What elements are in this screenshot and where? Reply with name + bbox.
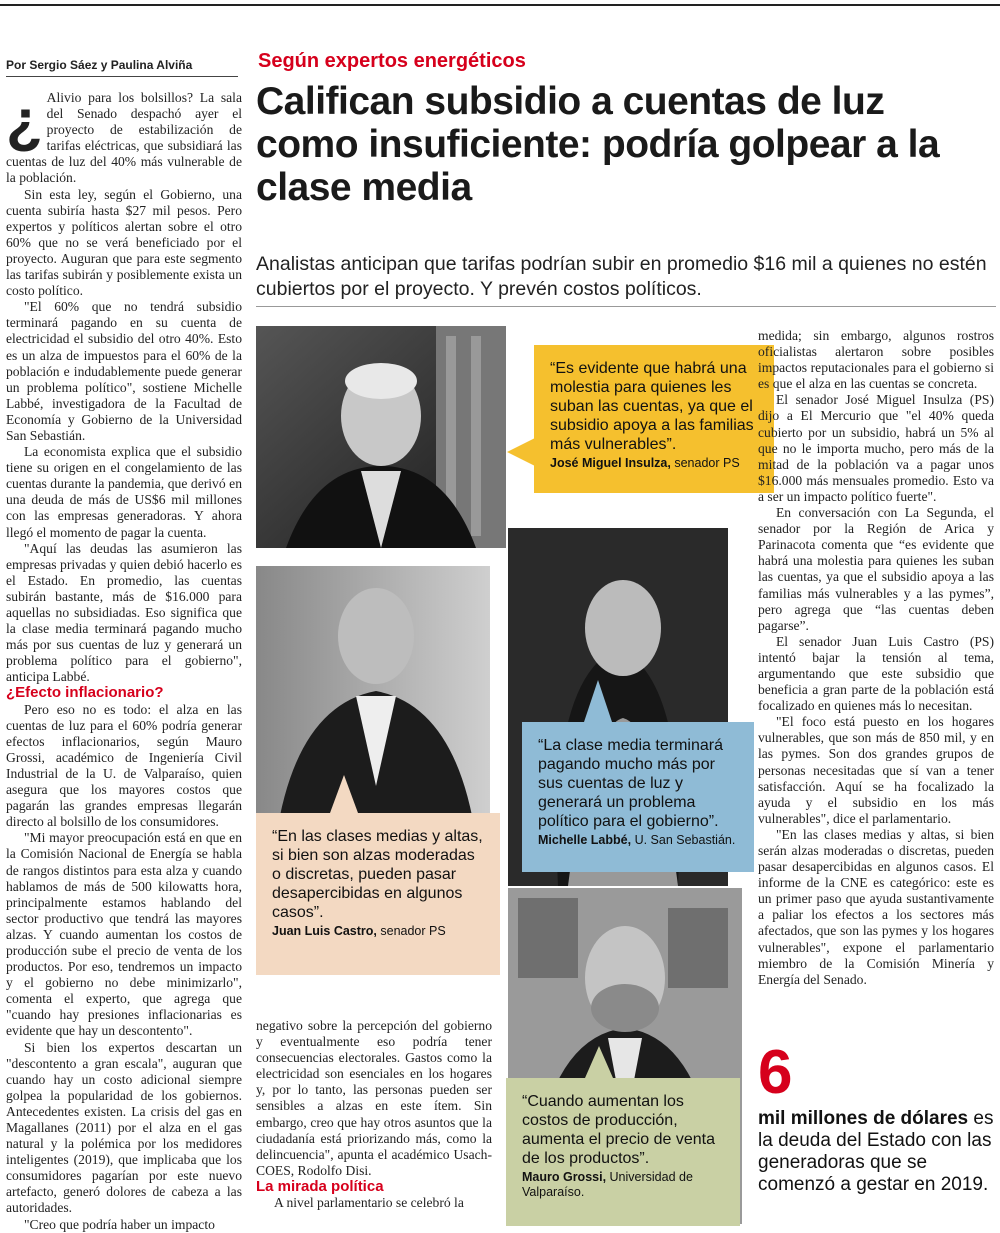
paragraph: negativo sobre la percepción del gobierno y eventualmente eso podría tener consecuencias electorales. Gastos como la electricidad son esenciales en los hogares y, por lo tanto, las personas pueden ser sensibles a alzas en este ítem. Sin embargo, creo que hay otros asuntos que la ciudadanía está priorizando más, como la delincuencia", apunta el académico Usach-COES, Rodolfo Disi. [256, 1018, 492, 1178]
quote-text: “Cuando aumentan los costos de producción, aumenta el precio de venta de los productos”. [522, 1093, 716, 1167]
deck: Analistas anticipan que tarifas podrían subir en promedio $16 mil a quienes no estén cubiertos por el proyecto. Y prevén costos políticos. [256, 253, 987, 300]
lead-paragraph: ¿ Alivio para los bolsillos? La sala del Senado despachó ayer el proyecto de estabilización de tarifas eléctricas, que subsidiará las cuentas de luz del 40% más vulnerable de la población. [6, 87, 242, 186]
quote-text: “En las clases medias y altas, si bien son alzas moderadas o discretas, pueden pasar desapercibidas en algunos casos”. [272, 828, 483, 921]
byline: Por Sergio Sáez y Paulina Alviña [6, 58, 238, 77]
kicker: Según expertos energéticos [258, 50, 526, 72]
paragraph: El senador José Miguel Insulza (PS) dijo a El Mercurio que "el 40% queda cubierto por un subsidio, habrá un 5% al que no le importa mucho, pero más de la mitad de la población va a pagar unos $16.000 más mensuales promedio. Esto va a ser un impacto político fuerte". [758, 392, 994, 504]
paragraph: medida; sin embargo, algunos rostros oficialistas alertaron sobre posibles impactos reputacionales para el gobierno si es que el alza en las cuentas se concreta. [758, 328, 994, 392]
paragraph: La economista explica que el subsidio tiene su origen en el congelamiento de las cuentas durante la pandemia, que derivó en una deuda de más de US$6 mil millones con las empresas generadoras. Y ahora llegó el momento de pagar la cuenta. [6, 444, 242, 540]
quote-labbe [522, 722, 754, 872]
quote-text: “Es evidente que habrá una molestia para quienes les suban las cuentas, ya que el subsidio apoya a las familias más vulnerables”. [550, 360, 754, 453]
paragraph: "En las clases medias y altas, si bien serán alzas moderadas o discretas, pueden pasar desapercibidas en algunos casos. El informe de la CNE es categórico: este es un primer paso que ayuda sustantivamente a paliar los efectos a los sectores más afectados, que son las pymes y los hogares vulnerables", expone el parlamentario miembro de la Comisión Minería y Energía del Senado. [758, 826, 994, 987]
portrait-image [256, 566, 490, 838]
article-column-2 [256, 1018, 492, 1211]
quote-attribution: José Miguel Insulza, senador PS [550, 456, 740, 470]
quote-pointer-insulza [507, 438, 535, 466]
fact-text: mil millones de dólares es la deuda del Estado con las generadoras que se comenzó a gestar en 2019. [758, 1108, 994, 1195]
paragraph: Pero eso no es todo: el alza en las cuentas de luz para el 60% podría generar efectos inflacionarios, según Mauro Grossi, académico de Ingeniería Civil Industrial de la U. de Valparaíso, quien asegura que los mayores costos que pagarán las grandes empresas llegarán directo al bolsillo de los consumidores. [6, 701, 242, 830]
subheading-inflation: ¿Efecto inflacionario? [6, 684, 164, 702]
quote-castro [256, 813, 500, 975]
deck-rule [256, 306, 996, 307]
quote-attribution: Michelle Labbé, U. San Sebastián. [538, 833, 736, 847]
paragraph: "El 60% que no tendrá subsidio terminará pagando en su cuenta de electricidad el subsidio del otro 40%. Esto es un alza de impuestos para el 60% de la población e indudablemente puede generar un problema político", sostiene Michelle Labbé, investigadora de la Facultad de Economía y Gobierno de la Universidad San Sebastián. [6, 299, 242, 443]
paragraph: Sin esta ley, según el Gobierno, una cuenta subiría hasta $27 mil pesos. Pero expertos y políticos alertan sobre el otro 60% que no se verá beneficiado por el proyecto. Auguran que para este segmento las tarifas subirán y posiblemente exista un costo político. [6, 186, 242, 299]
paragraph: "Aquí las deudas las asumieron las empresas privadas y quien debió hacerlo es el Estado. En promedio, las cuentas subirán bastante, más de $16.000 para aquellas no subsidiadas. Eso significa que la clase media terminará pagando mucho más por sus cuentas de luz y generará un problema político para el gobierno", anticipa Labbé. [6, 540, 242, 685]
paragraph: "El foco está puesto en los hogares vulnerables, que son más de 850 mil, y en las pymes. Son dos grandes grupos de personas necesitadas que sí van a tener satisfacción. Aquí se ha focalizado la ayuda y el subsidio en los más vulnerables", dice el parlamentario. [758, 714, 994, 826]
quote-pointer-castro [330, 775, 358, 813]
article-column-1 [6, 87, 242, 1233]
paragraph: "Mi mayor preocupación está en que en la Comisión Nacional de Energía se habla de rangos distintos para esta alza y cuando hablamos de más de 500 kilowatts hora, principalmente estamos hablando del sector productivo que tendrá las mayores alzas. Y cuando aumentan los costos de producción sube el precio de venta de los productos. Por eso, tendremos un impacto y el gobierno no debe minimizarlo", comenta el experto, que agrega que "cuando hay presiones inflacionarias es evidente que hay un descontento". [6, 830, 242, 1039]
photo-castro [256, 566, 490, 838]
fact-number: 6 [758, 1038, 793, 1107]
paragraph: "Creo que podría haber un impacto [24, 1216, 215, 1232]
photo-insulza [256, 326, 506, 548]
quote-pointer-labbe [584, 680, 612, 722]
subheading-political: La mirada política [256, 1177, 384, 1195]
article-column-3 [758, 328, 994, 988]
quote-attribution: Mauro Grossi, Universidad de Valparaíso. [522, 1170, 693, 1199]
paragraph: En conversación con La Segunda, el senador por la Región de Arica y Parinacota comenta que “es evidente que habrá una molestia para quienes les suban las cuentas, ya que el subsidio apoya a las familias más vulnerables y a las pymes”, pero agrega que “las cuentas deben pagarse”. [758, 505, 994, 633]
drop-cap: ¿ [6, 87, 43, 154]
quote-insulza [534, 345, 774, 493]
quote-grossi [506, 1078, 740, 1226]
paragraph: A nivel parlamentario se celebró la [274, 1195, 464, 1211]
paragraph: Si bien los expertos descartan un "descontento a gran escala", auguran que cuando hay un costo adicional siempre golpea la popularidad de los gobiernos. Antecedentes existen. La crisis del gas en Magallanes (2011) por el alza en el gas natural y la polémica por los medidores inteligentes (2019), que implicaba que los consumidores pagarían por este nuevo artefacto, generó dolores de cabeza a las autoridades. [6, 1039, 242, 1216]
quote-text: “La clase media terminará pagando mucho más por sus cuentas de luz y generará un problema político para el gobierno”. [538, 737, 723, 830]
quote-attribution: Juan Luis Castro, senador PS [272, 924, 446, 938]
top-rule [0, 4, 1000, 6]
headline: Califican subsidio a cuentas de luz como insuficiente: podría golpear a la clase media [256, 80, 940, 209]
portrait-image [256, 326, 506, 548]
paragraph: El senador Juan Luis Castro (PS) intentó bajar la tensión al tema, argumentando que este subsidio que beneficia a gran parte de la población está focalizado en quienes más lo necesitan. [758, 633, 994, 714]
quote-pointer-grossi [585, 1046, 613, 1078]
